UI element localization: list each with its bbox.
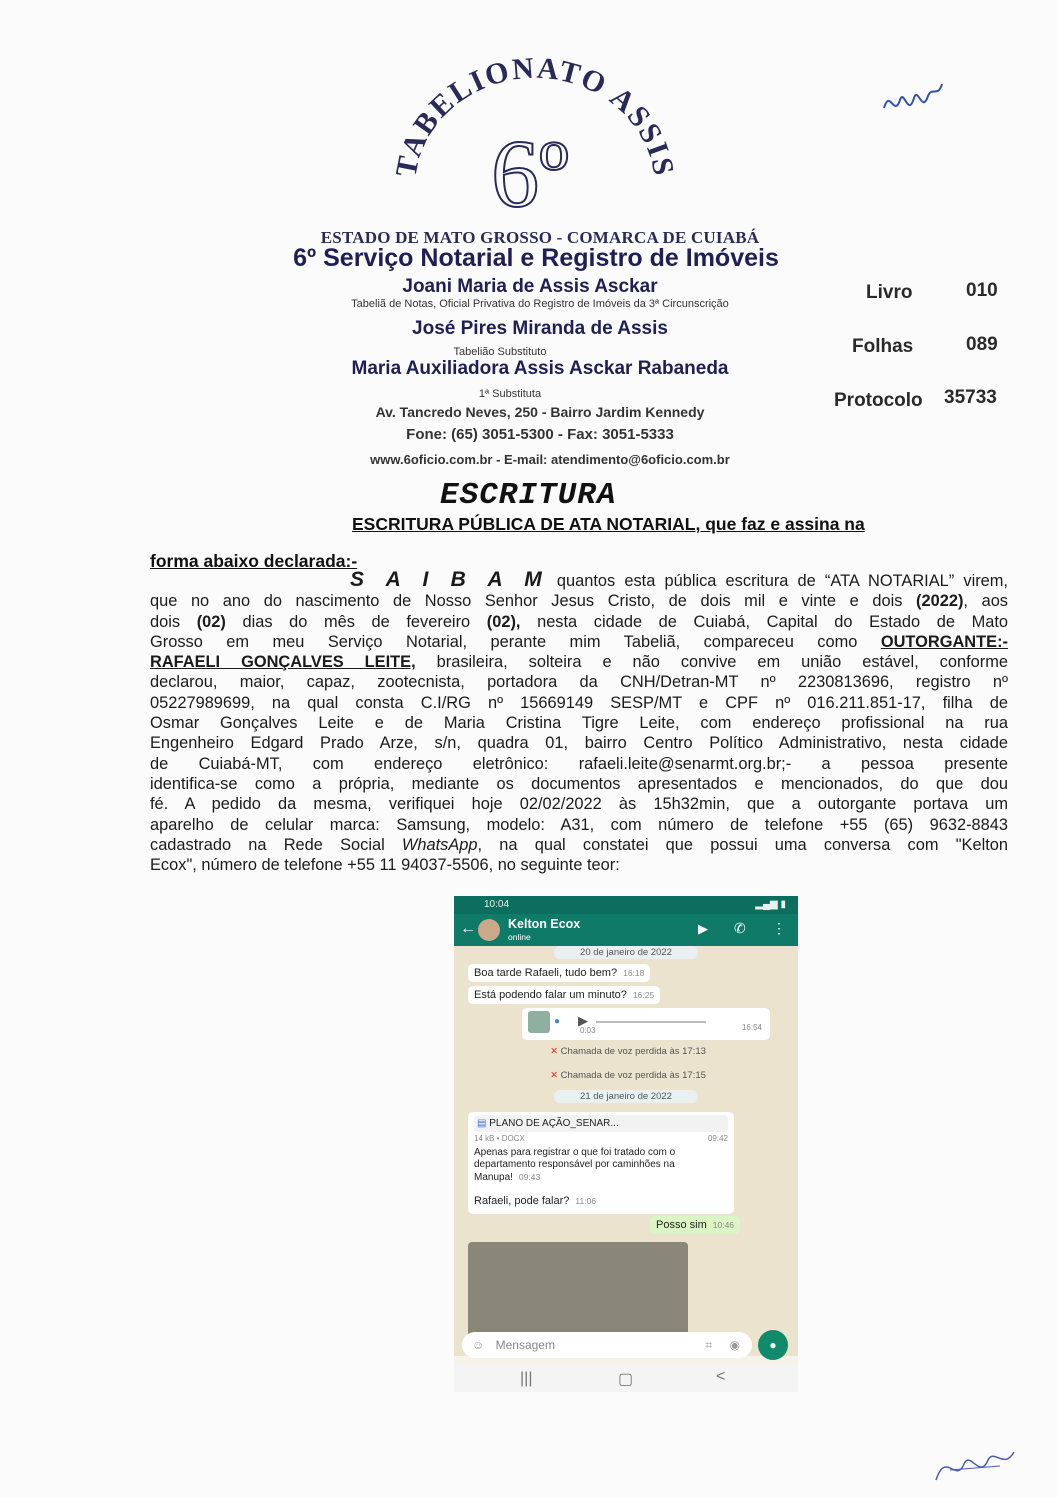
date-divider-1: 20 de janeiro de 2022 [554,946,698,959]
mic-button[interactable] [758,1330,788,1360]
contact-status: online [508,932,531,942]
notary-seal [380,38,690,238]
document-title: ESCRITURA [440,478,617,513]
protocolo-label: Protocolo [834,390,923,411]
chat-area [454,946,798,1356]
missed-call-icon: ✕ [550,1070,561,1081]
document-subtitle-2: forma abaixo declarada:- [150,551,358,571]
person-1-role: Tabeliã de Notas, Oficial Privativa do Registro de Imóveis da 3ª Circunscrição [351,298,729,310]
audio-duration: 0:03 [580,1026,596,1035]
back-icon[interactable]: < [716,1368,726,1385]
seal-number: 6º [491,120,569,227]
camera-icon[interactable]: ◉ [729,1338,740,1352]
signature-mark [930,1440,1020,1490]
message-bubble[interactable]: Está podendo falar um minuto? 16:25 [468,986,660,1004]
missed-call-2: ✕ Chamada de voz perdida às 17:15 [550,1070,706,1081]
body-line-9: Engenheiro Edgard Prado Arze, s/n, quadra 01, bairro Centro Político Administrativo, nesta cidade [150,734,1008,753]
address: Av. Tancredo Neves, 250 - Bairro Jardim Kennedy [375,404,705,420]
audio-progress[interactable] [596,1021,706,1023]
image-message[interactable] [468,1242,688,1342]
voice-call-icon[interactable]: ✆ [734,920,746,936]
recents-icon[interactable]: ||| [520,1370,533,1387]
body-line-13: aparelho de celular marca: Samsung, modelo: A31, com número de telefone +55 (65) 9632-8843 [150,815,1008,834]
missed-call-icon: ✕ [550,1046,561,1057]
audio-message[interactable] [522,1008,770,1040]
emoji-icon[interactable]: ☺ [472,1338,485,1352]
handwritten-initials [880,78,950,122]
body-line-1: S A I B A M quantos esta pública escritura de “ATA NOTARIAL” virem, [350,568,1008,591]
seal-arc-text: TABELIONATO ASSIS [389,51,681,180]
body-line-3: dois (02) dias do mês de fevereiro (02), nesta cidade de Cuiabá, Capital do Estado de Mato [150,612,1009,631]
body-line-10: de Cuiabá-MT, com endereço eletrônico: rafaeli.leite@senarmt.org.br;- a pessoa presente [150,754,1008,773]
message-bubble[interactable]: Boa tarde Rafaeli, tudo bem? 16:18 [468,964,650,982]
body-line-12: fé. A pedido da mesma, verifiquei hoje 02/02/2022 às 15h32min, que a outorgante portava um [150,795,1008,814]
mic-icon: ● [769,1338,777,1352]
signal-icon: ▂▄▆ ▮ [755,899,786,910]
body-line-11: identifica-se como a própria, mediante os documentos apresentados e mencionados, do que dou [150,774,1008,793]
folhas-label: Folhas [852,336,914,357]
folhas-value: 089 [966,334,998,355]
body-text [150,570,1008,875]
avatar[interactable] [478,919,500,941]
body-line-8: Osmar Gonçalves Leite e de Maria Cristina Tigre Leite, com endereço profissional na rua [150,714,1008,733]
message-bubble-outgoing[interactable]: Posso sim 10:46 [650,1216,740,1234]
person-3-role: 1ª Substituta [478,388,542,400]
body-line-6: declarou, maior, capaz, zootecnista, portadora da CNH/Detran-MT nº 2230813696, registro nº [150,673,1008,692]
phone-fax: Fone: (65) 3051-5300 - Fax: 3051-5333 [406,426,674,443]
state-line: ESTADO DE MATO GROSSO - COMARCA DE CUIABÁ [320,228,760,247]
back-arrow-icon[interactable]: ← [460,920,476,937]
person-1-name: Joani Maria de Assis Asckar [402,276,658,297]
mic-icon: ● [554,1016,561,1027]
website-email: www.6oficio.com.br - E-mail: atendimento@6oficio.com.br [370,452,730,467]
date-divider-2: 21 de janeiro de 2022 [554,1090,698,1103]
chat-header [454,914,798,946]
phone-status-bar [454,896,798,914]
menu-icon[interactable]: ⋮ [772,920,786,936]
play-icon[interactable]: ▶ [578,1013,588,1028]
missed-call-1: ✕ Chamada de voz perdida às 17:13 [550,1046,706,1057]
audio-time: 16:54 [741,1023,762,1032]
document-icon: ▤ [477,1118,490,1129]
body-line-15: Ecox", número de telefone +55 11 94037-5506, no seguinte teor: [150,856,620,875]
message-input[interactable]: ☺ Mensagem ⌗ ◉ [462,1332,752,1358]
service-name: 6º Serviço Notarial e Registro de Imóveis [293,244,779,272]
contact-name[interactable]: Kelton Ecox [508,917,581,931]
status-time: 10:04 [484,899,510,910]
sender-photo [528,1011,550,1033]
document-subtitle: ESCRITURA PÚBLICA DE ATA NOTARIAL, que faz e assina na [352,514,865,534]
attach-icon[interactable]: ⌗ [705,1338,712,1352]
whatsapp-screenshot [454,896,798,1392]
body-line-14: cadastrado na Rede Social WhatsApp, na qual constatei que possui uma conversa com "Kelton [150,835,1008,854]
livro-value: 010 [966,280,998,301]
message-bubble[interactable]: Rafaeli, pode falar? 11:06 [468,1192,602,1210]
android-nav-bar [454,1364,798,1392]
body-line-7: 05227989699, na qual consta C.I/RG nº 15669149 SESP/MT e CPF nº 016.211.851-17, filha de [150,693,1008,712]
body-line-2: que no ano do nascimento de Nosso Senhor Jesus Cristo, de dois mil e vinte e dois (2022), aos [150,592,1009,611]
document-attachment[interactable]: ▤ PLANO DE AÇÃO_SENAR... [474,1115,728,1132]
video-call-icon[interactable]: ▶ [698,921,708,936]
person-2-role: Tabelião Substituto [453,346,547,358]
person-2-name: José Pires Miranda de Assis [412,318,668,339]
body-line-5: RAFAELI GONÇALVES LEITE, brasileira, solteira e não convive em união estável, conforme [150,653,1008,672]
body-line-4: Grosso em meu Serviço Notarial, perante mim Tabeliã, compareceu como OUTORGANTE:- [150,632,1008,651]
livro-label: Livro [866,282,913,303]
document-message[interactable]: ▤ PLANO DE AÇÃO_SENAR... 14 kB • DOCX 09:42 Apenas para registrar o que foi tratado com o departamento responsável por caminhões na Manupa! 09:43 [468,1112,734,1214]
person-3-name: Maria Auxiliadora Assis Asckar Rabaneda [351,358,729,379]
protocolo-value: 35733 [944,387,997,408]
home-icon[interactable]: ▢ [618,1371,634,1388]
